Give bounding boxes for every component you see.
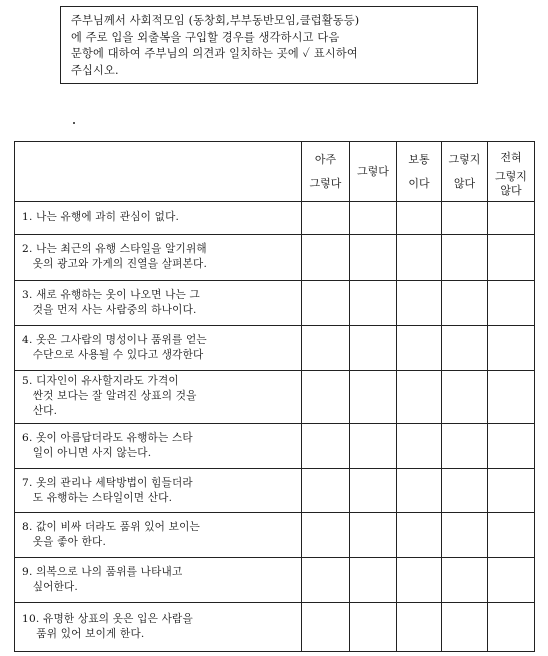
question-text: 6. 옷이 아름답더라도 유행하는 스타 일이 아니면 사지 않는다. (15, 423, 302, 468)
answer-cell[interactable] (350, 558, 397, 602)
table-row (15, 234, 535, 280)
answer-cell[interactable] (350, 423, 397, 468)
answer-cell[interactable] (397, 602, 442, 651)
column-header-line1: 그렇다 (357, 164, 389, 178)
column-header-line2: 이다 (408, 176, 430, 190)
question-text: 8. 값이 비싸 더라도 품위 있어 보이는 옷을 좋아 한다. (15, 513, 302, 558)
answer-cell[interactable] (488, 280, 535, 325)
answer-cell[interactable] (488, 202, 535, 234)
answer-cell[interactable] (397, 234, 442, 280)
stray-mark (73, 122, 75, 124)
answer-cell[interactable] (302, 602, 350, 651)
table-row (15, 326, 535, 371)
question-text: 3. 새로 유행하는 옷이 나오면 나는 그 것을 먼저 사는 사람중의 하나이다. (15, 280, 302, 325)
answer-cell[interactable] (397, 513, 442, 558)
table-row (15, 423, 535, 468)
question-text: 9. 의복으로 나의 품위를 나타내고 싶어한다. (15, 558, 302, 602)
answer-cell[interactable] (397, 468, 442, 512)
answer-cell[interactable] (442, 468, 488, 512)
answer-cell[interactable] (488, 234, 535, 280)
table-row (15, 602, 535, 651)
answer-cell[interactable] (350, 234, 397, 280)
column-header-strongly-disagree (488, 142, 535, 202)
answer-cell[interactable] (442, 602, 488, 651)
column-header-line1: 아주 (314, 152, 337, 166)
answer-cell[interactable] (302, 234, 350, 280)
table-row (15, 513, 535, 558)
answer-cell[interactable] (350, 468, 397, 512)
question-text: 7. 옷의 관리나 세탁방법이 힘들더라 도 유행하는 스타일이면 산다. (15, 468, 302, 512)
table-row (15, 558, 535, 602)
answer-cell[interactable] (397, 423, 442, 468)
answer-cell[interactable] (350, 280, 397, 325)
answer-cell[interactable] (442, 513, 488, 558)
answer-cell[interactable] (397, 558, 442, 602)
answer-cell[interactable] (488, 423, 535, 468)
answer-cell[interactable] (488, 513, 535, 558)
answer-cell[interactable] (350, 202, 397, 234)
table-row (15, 371, 535, 423)
answer-cell[interactable] (397, 202, 442, 234)
answer-cell[interactable] (488, 468, 535, 512)
answer-cell[interactable] (442, 326, 488, 371)
instruction-box: 주부님께서 사회적모임 (동창회,부부동반모임,클럽활동등) 에 주로 입을 외출복을 구입할 경우를 생각하시고 다음 문항에 대하여 주부님의 의견과 일치하는 곳에 ✓ 표시하여 주십시오. (60, 6, 478, 84)
answer-cell[interactable] (442, 280, 488, 325)
header-row (15, 142, 535, 202)
answer-cell[interactable] (488, 326, 535, 371)
question-text: 10. 유명한 상표의 옷은 입은 사람을 품위 있어 보이게 한다. (15, 602, 302, 651)
answer-cell[interactable] (488, 371, 535, 423)
question-text: 5. 디자인이 유사할지라도 가격이 싼것 보다는 잘 알려진 상표의 것을 산다. (15, 371, 302, 423)
answer-cell[interactable] (488, 602, 535, 651)
answer-cell[interactable] (397, 371, 442, 423)
column-header-disagree (442, 142, 488, 202)
column-header-line1: 보통 (408, 152, 430, 166)
answer-cell[interactable] (302, 202, 350, 234)
answer-cell[interactable] (397, 280, 442, 325)
answer-cell[interactable] (442, 558, 488, 602)
column-header-very-agree (302, 142, 350, 202)
table-row (15, 468, 535, 512)
question-text: 1. 나는 유행에 과히 관심이 없다. (15, 202, 302, 234)
answer-cell[interactable] (442, 371, 488, 423)
column-header-line1: 그렇지 (448, 152, 481, 166)
answer-cell[interactable] (302, 423, 350, 468)
answer-cell[interactable] (442, 423, 488, 468)
question-text: 2. 나는 최근의 유행 스타일을 알기위해 옷의 광고와 가게의 진열을 살펴본다. (15, 234, 302, 280)
answer-cell[interactable] (350, 326, 397, 371)
answer-cell[interactable] (442, 202, 488, 234)
answer-cell[interactable] (350, 513, 397, 558)
answer-cell[interactable] (488, 558, 535, 602)
answer-cell[interactable] (350, 371, 397, 423)
column-header-neutral (397, 142, 442, 202)
question-header-cell (15, 142, 302, 202)
table-row (15, 202, 535, 234)
column-header-agree (350, 142, 397, 202)
survey-table (14, 141, 535, 652)
answer-cell[interactable] (302, 326, 350, 371)
column-header-line2: 그렇지 않다 (495, 169, 527, 197)
answer-cell[interactable] (302, 558, 350, 602)
column-header-line2: 않다 (453, 176, 476, 190)
answer-cell[interactable] (302, 371, 350, 423)
answer-cell[interactable] (442, 234, 488, 280)
answer-cell[interactable] (397, 326, 442, 371)
answer-cell[interactable] (302, 513, 350, 558)
table-row (15, 280, 535, 325)
answer-cell[interactable] (302, 280, 350, 325)
column-header-line1: 전혀 (500, 150, 522, 164)
answer-cell[interactable] (350, 602, 397, 651)
answer-cell[interactable] (302, 468, 350, 512)
question-text: 4. 옷은 그사람의 명성이나 품위를 얻는 수단으로 사용될 수 있다고 생각한다 (15, 326, 302, 371)
column-header-line2: 그렇다 (309, 176, 342, 190)
